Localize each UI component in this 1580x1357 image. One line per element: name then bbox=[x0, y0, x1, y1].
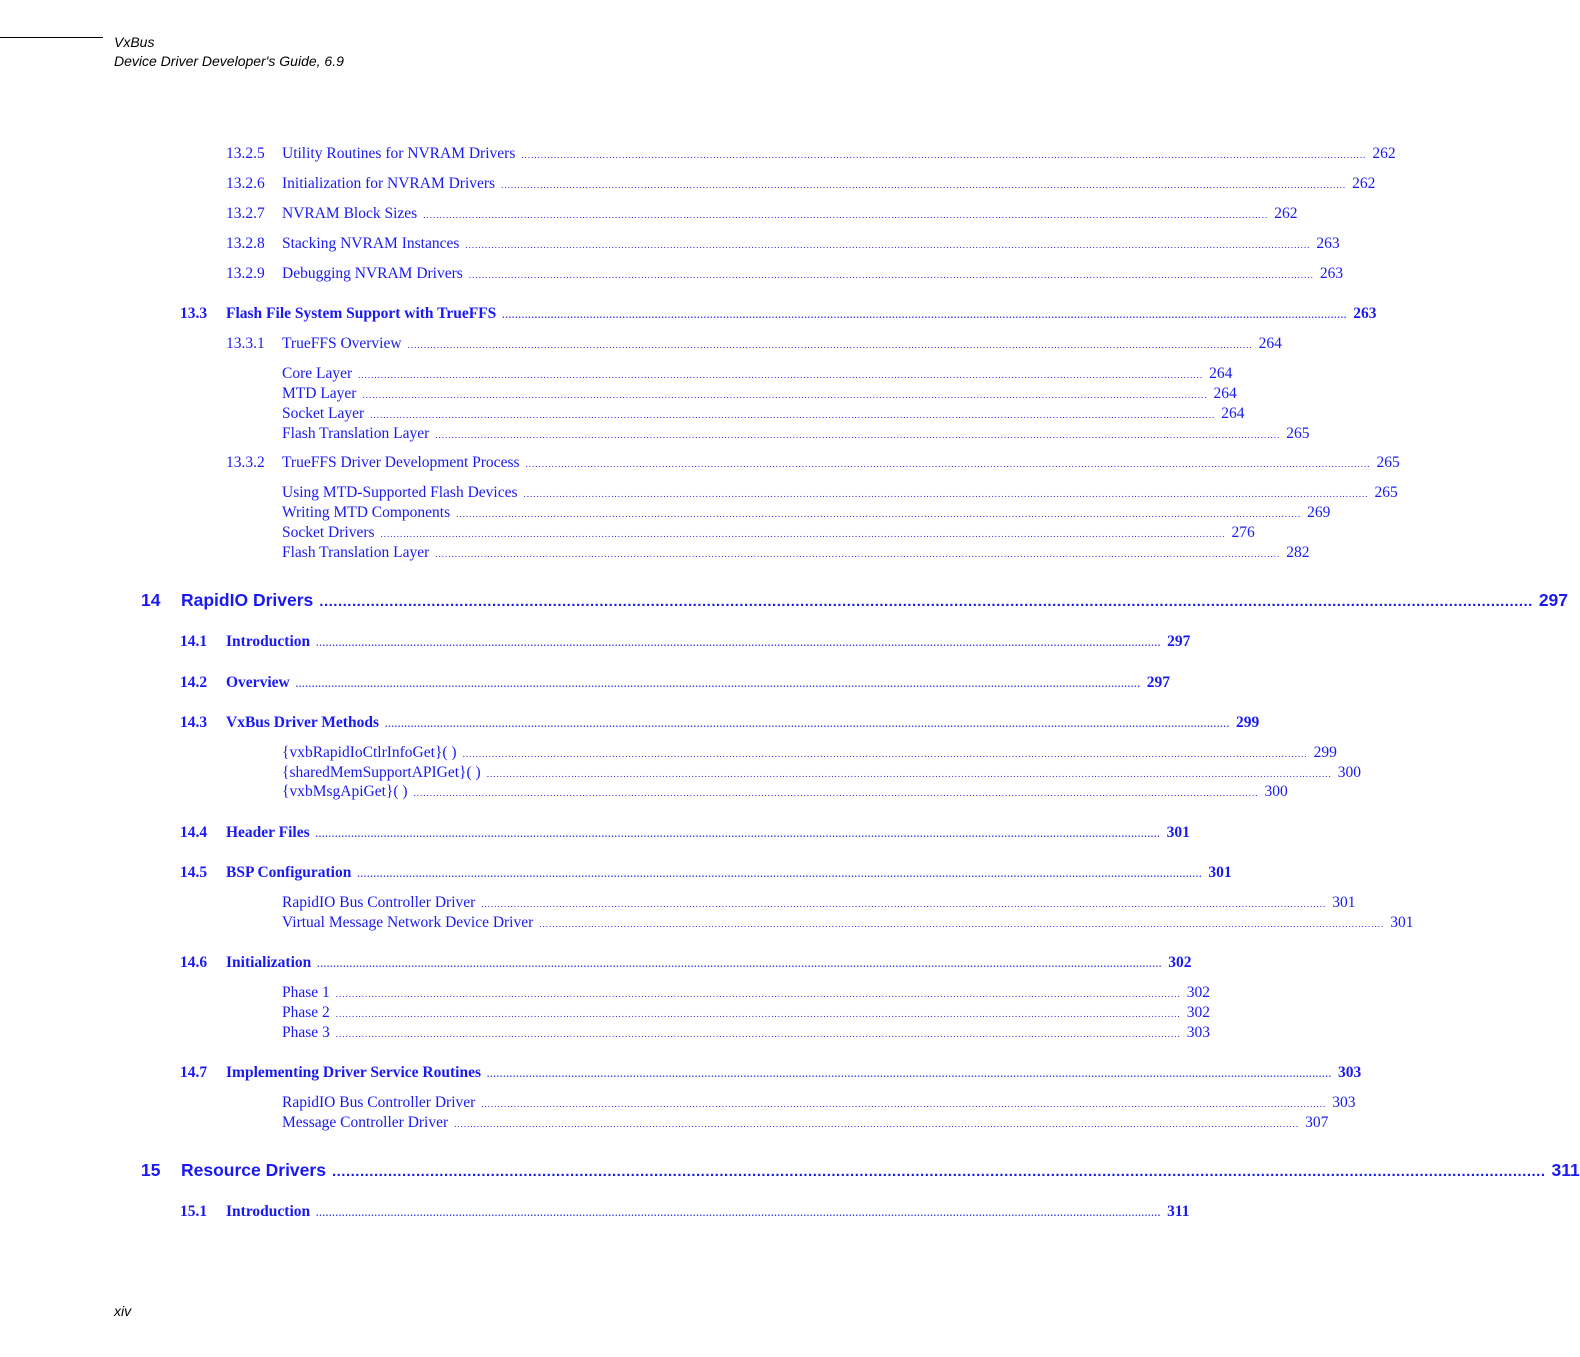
toc-entry[interactable] bbox=[282, 783, 1288, 801]
toc-entry[interactable] bbox=[282, 524, 1255, 542]
toc-entry[interactable] bbox=[282, 1094, 1356, 1112]
toc-dot-leader: .................................................................................................................................................................................................................................................................... bbox=[358, 370, 1204, 380]
toc-entry-title: Utility Routines for NVRAM Drivers bbox=[282, 145, 516, 162]
toc-entry-number: 14.6 bbox=[180, 954, 208, 971]
toc-entry-number: 13.3 bbox=[180, 305, 208, 322]
toc-entry-page-number: 263 bbox=[1316, 235, 1340, 252]
toc-dot-leader: .................................................................................................................................................................................................................................................................... bbox=[331, 1163, 1546, 1180]
toc-entry-title: Message Controller Driver bbox=[282, 1114, 449, 1131]
toc-entry-title: Socket Drivers bbox=[282, 524, 375, 541]
page-number: xiv bbox=[114, 1303, 132, 1319]
toc-entry-page-number: 262 bbox=[1274, 205, 1298, 222]
toc-entry-title: Stacking NVRAM Instances bbox=[282, 235, 460, 252]
header-rule bbox=[0, 37, 103, 38]
toc-entry-page-number: 311 bbox=[1167, 1203, 1190, 1220]
toc-entry-number: 14.5 bbox=[180, 864, 208, 881]
toc-entry-page-number: 303 bbox=[1338, 1064, 1362, 1081]
toc-dot-leader: .................................................................................................................................................................................................................................................................... bbox=[319, 593, 1533, 610]
toc-entry[interactable] bbox=[180, 714, 1260, 732]
toc-entry-page-number: 265 bbox=[1286, 425, 1310, 442]
toc-entry-page-number: 297 bbox=[1538, 590, 1569, 610]
toc-dot-leader: .................................................................................................................................................................................................................................................................... bbox=[370, 410, 1216, 420]
toc-entry-page-number: 265 bbox=[1374, 484, 1398, 501]
toc-dot-leader: .................................................................................................................................................................................................................................................................... bbox=[385, 719, 1230, 729]
toc-entry-title: Flash Translation Layer bbox=[282, 544, 430, 561]
toc-dot-leader: .................................................................................................................................................................................................................................................................... bbox=[316, 1208, 1162, 1218]
toc-entry-title: BSP Configuration bbox=[226, 864, 352, 881]
toc-entry-page-number: 297 bbox=[1146, 674, 1170, 691]
toc-entry-page-number: 303 bbox=[1332, 1094, 1356, 1111]
toc-entry[interactable] bbox=[226, 454, 1400, 472]
toc-entry-title: Phase 2 bbox=[282, 1004, 330, 1021]
toc-dot-leader: .................................................................................................................................................................................................................................................................... bbox=[335, 989, 1181, 999]
toc-entry[interactable] bbox=[282, 744, 1337, 762]
toc-entry[interactable] bbox=[226, 335, 1282, 353]
toc-dot-leader: .................................................................................................................................................................................................................................................................... bbox=[525, 459, 1371, 469]
toc-entry-page-number: 269 bbox=[1307, 504, 1331, 521]
toc-entry-number: 14.7 bbox=[180, 1064, 208, 1081]
toc-entry-page-number: 307 bbox=[1305, 1114, 1329, 1131]
toc-entry-page-number: 302 bbox=[1186, 984, 1211, 1001]
toc-entry[interactable] bbox=[180, 824, 1190, 842]
toc-entry-title: Virtual Message Network Device Driver bbox=[282, 914, 534, 931]
toc-entry-title: Core Layer bbox=[282, 365, 353, 382]
toc-entry-page-number: 297 bbox=[1167, 633, 1191, 650]
toc-entry[interactable] bbox=[226, 265, 1344, 283]
toc-entry-page-number: 300 bbox=[1337, 764, 1361, 781]
toc-entry-page-number: 302 bbox=[1168, 954, 1192, 971]
toc-entry-title: Overview bbox=[226, 674, 290, 691]
toc-entry-title: VxBus Driver Methods bbox=[226, 714, 379, 731]
toc-entry-number: 15 bbox=[141, 1160, 161, 1180]
toc-entry[interactable] bbox=[180, 864, 1232, 882]
toc-entry-number: 14.1 bbox=[180, 633, 208, 650]
toc-entry-title: {vxbRapidIoCtlrInfoGet}( ) bbox=[282, 744, 457, 761]
toc-entry[interactable] bbox=[282, 385, 1237, 403]
toc-entry[interactable] bbox=[180, 1203, 1190, 1221]
toc-entry[interactable] bbox=[282, 894, 1356, 912]
toc-dot-leader: .................................................................................................................................................................................................................................................................... bbox=[357, 869, 1203, 879]
toc-entry-number: 13.2.6 bbox=[226, 175, 265, 192]
toc-entry[interactable] bbox=[282, 425, 1310, 443]
toc-dot-leader: .................................................................................................................................................................................................................................................................... bbox=[423, 210, 1269, 220]
toc-entry[interactable] bbox=[282, 504, 1331, 522]
toc-entry-title: Debugging NVRAM Drivers bbox=[282, 265, 463, 282]
toc-entry-page-number: 301 bbox=[1208, 864, 1232, 881]
toc-entry-number: 13.2.7 bbox=[226, 205, 265, 222]
toc-entry-title: NVRAM Block Sizes bbox=[282, 205, 418, 222]
toc-entry-page-number: 301 bbox=[1390, 914, 1414, 931]
toc-entry[interactable] bbox=[180, 305, 1377, 323]
toc-entry[interactable] bbox=[282, 1024, 1211, 1042]
toc-dot-leader: .................................................................................................................................................................................................................................................................... bbox=[521, 150, 1367, 160]
toc-entry-title: RapidIO Bus Controller Driver bbox=[282, 1094, 476, 1111]
toc-dot-leader: .................................................................................................................................................................................................................................................................... bbox=[502, 310, 1348, 320]
toc-dot-leader: .................................................................................................................................................................................................................................................................... bbox=[362, 390, 1208, 400]
toc-entry-number: 13.3.1 bbox=[226, 335, 265, 352]
toc-entry-title: Writing MTD Components bbox=[282, 504, 451, 521]
toc-dot-leader: .................................................................................................................................................................................................................................................................... bbox=[407, 340, 1253, 350]
toc-dot-leader: .................................................................................................................................................................................................................................................................... bbox=[335, 1029, 1181, 1039]
toc-entry[interactable] bbox=[226, 235, 1340, 253]
toc-entry-page-number: 264 bbox=[1221, 405, 1245, 422]
toc-dot-leader: .................................................................................................................................................................................................................................................................... bbox=[315, 829, 1161, 839]
toc-entry-title: Phase 3 bbox=[282, 1024, 330, 1041]
toc-dot-leader: .................................................................................................................................................................................................................................................................... bbox=[481, 1099, 1327, 1109]
toc-entry-page-number: 303 bbox=[1186, 1024, 1211, 1041]
toc-entry[interactable] bbox=[141, 590, 1569, 611]
toc-entry-title: MTD Layer bbox=[282, 385, 357, 402]
toc-entry-number: 14 bbox=[141, 590, 161, 610]
toc-entry[interactable] bbox=[226, 145, 1396, 163]
toc-entry-title: Introduction bbox=[226, 1203, 311, 1220]
toc-entry-page-number: 264 bbox=[1258, 335, 1282, 352]
toc-dot-leader: .................................................................................................................................................................................................................................................................... bbox=[317, 959, 1163, 969]
toc-entry-title: Initialization for NVRAM Drivers bbox=[282, 175, 496, 192]
toc-entry-number: 13.2.8 bbox=[226, 235, 265, 252]
toc-entry[interactable] bbox=[180, 674, 1170, 692]
toc-dot-leader: .................................................................................................................................................................................................................................................................... bbox=[501, 180, 1347, 190]
toc-dot-leader: .................................................................................................................................................................................................................................................................... bbox=[468, 270, 1314, 280]
toc-entry-title: Header Files bbox=[226, 824, 310, 841]
toc-entry-number: 13.2.5 bbox=[226, 145, 265, 162]
toc-entry-page-number: 301 bbox=[1166, 824, 1190, 841]
toc-entry[interactable] bbox=[282, 1004, 1211, 1022]
toc-entry[interactable] bbox=[282, 764, 1361, 782]
running-header-subtitle: Device Driver Developer's Guide, 6.9 bbox=[114, 53, 344, 69]
toc-dot-leader: .................................................................................................................................................................................................................................................................... bbox=[413, 788, 1259, 798]
toc-entry[interactable] bbox=[282, 365, 1233, 383]
toc-entry-page-number: 265 bbox=[1376, 454, 1400, 471]
toc-entry-title: Implementing Driver Service Routines bbox=[226, 1064, 481, 1081]
toc-entry-page-number: 301 bbox=[1332, 894, 1356, 911]
toc-dot-leader: .................................................................................................................................................................................................................................................................... bbox=[481, 899, 1327, 909]
toc-entry-page-number: 299 bbox=[1313, 744, 1337, 761]
toc-entry-page-number: 262 bbox=[1372, 145, 1396, 162]
toc-entry[interactable] bbox=[282, 405, 1245, 423]
toc-entry-page-number: 262 bbox=[1352, 175, 1376, 192]
toc-entry[interactable] bbox=[282, 544, 1310, 562]
running-header-title: VxBus bbox=[114, 34, 155, 50]
toc-entry-title: Resource Drivers bbox=[181, 1160, 326, 1180]
toc-entry-title: TrueFFS Overview bbox=[282, 335, 402, 352]
toc-entry-page-number: 282 bbox=[1286, 544, 1310, 561]
toc-dot-leader: .................................................................................................................................................................................................................................................................... bbox=[465, 240, 1311, 250]
toc-entry[interactable] bbox=[226, 205, 1298, 223]
toc-dot-leader: .................................................................................................................................................................................................................................................................... bbox=[456, 509, 1302, 519]
toc-dot-leader: .................................................................................................................................................................................................................................................................... bbox=[316, 638, 1162, 648]
toc-dot-leader: .................................................................................................................................................................................................................................................................... bbox=[380, 529, 1226, 539]
toc-entry-page-number: 311 bbox=[1551, 1160, 1580, 1180]
toc-entry-number: 14.3 bbox=[180, 714, 208, 731]
toc-entry-title: Socket Layer bbox=[282, 405, 365, 422]
toc-entry[interactable] bbox=[282, 1114, 1329, 1132]
toc-entry-title: {sharedMemSupportAPIGet}( ) bbox=[282, 764, 481, 781]
toc-entry[interactable] bbox=[180, 633, 1191, 651]
toc-entry-page-number: 263 bbox=[1319, 265, 1344, 282]
toc-dot-leader: .................................................................................................................................................................................................................................................................... bbox=[435, 549, 1281, 559]
toc-dot-leader: .................................................................................................................................................................................................................................................................... bbox=[435, 430, 1281, 440]
toc-entry-title: Using MTD-Supported Flash Devices bbox=[282, 484, 518, 501]
toc-entry-number: 13.3.2 bbox=[226, 454, 265, 471]
toc-entry-title: Flash File System Support with TrueFFS bbox=[226, 305, 497, 322]
toc-entry-page-number: 300 bbox=[1264, 783, 1288, 800]
toc-dot-leader: .................................................................................................................................................................................................................................................................... bbox=[487, 1069, 1332, 1079]
toc-dot-leader: .................................................................................................................................................................................................................................................................... bbox=[523, 489, 1369, 499]
toc-entry-page-number: 299 bbox=[1236, 714, 1260, 731]
toc-entry-page-number: 302 bbox=[1186, 1004, 1211, 1021]
toc-entry-title: Initialization bbox=[226, 954, 312, 971]
toc-dot-leader: .................................................................................................................................................................................................................................................................... bbox=[539, 919, 1385, 929]
toc-entry[interactable] bbox=[282, 484, 1398, 502]
toc-entry-title: Flash Translation Layer bbox=[282, 425, 430, 442]
toc-entry-title: {vxbMsgApiGet}( ) bbox=[282, 783, 408, 800]
toc-entry-page-number: 264 bbox=[1213, 385, 1237, 402]
toc-entry-title: Phase 1 bbox=[282, 984, 330, 1001]
toc-entry[interactable] bbox=[141, 1160, 1580, 1181]
toc-entry[interactable] bbox=[282, 984, 1211, 1002]
toc-dot-leader: .................................................................................................................................................................................................................................................................... bbox=[295, 679, 1141, 689]
toc-entry-page-number: 264 bbox=[1209, 365, 1233, 382]
toc-dot-leader: .................................................................................................................................................................................................................................................................... bbox=[462, 749, 1308, 759]
toc-entry-title: RapidIO Drivers bbox=[181, 590, 314, 610]
toc-entry[interactable] bbox=[282, 914, 1414, 932]
toc-entry-number: 14.2 bbox=[180, 674, 208, 691]
toc-entry-number: 15.1 bbox=[180, 1203, 208, 1220]
toc-entry-title: TrueFFS Driver Development Process bbox=[282, 454, 520, 471]
toc-entry-number: 14.4 bbox=[180, 824, 208, 841]
toc-entry-title: Introduction bbox=[226, 633, 311, 650]
toc-entry-page-number: 263 bbox=[1353, 305, 1377, 322]
toc-entry-title: RapidIO Bus Controller Driver bbox=[282, 894, 476, 911]
toc-dot-leader: .................................................................................................................................................................................................................................................................... bbox=[335, 1009, 1181, 1019]
toc-entry-page-number: 276 bbox=[1231, 524, 1255, 541]
toc-dot-leader: .................................................................................................................................................................................................................................................................... bbox=[486, 769, 1332, 779]
toc-entry[interactable] bbox=[226, 175, 1376, 193]
toc-entry[interactable] bbox=[180, 954, 1192, 972]
toc-entry[interactable] bbox=[180, 1064, 1362, 1082]
toc-entry-number: 13.2.9 bbox=[226, 265, 265, 282]
toc-dot-leader: .................................................................................................................................................................................................................................................................... bbox=[454, 1119, 1300, 1129]
